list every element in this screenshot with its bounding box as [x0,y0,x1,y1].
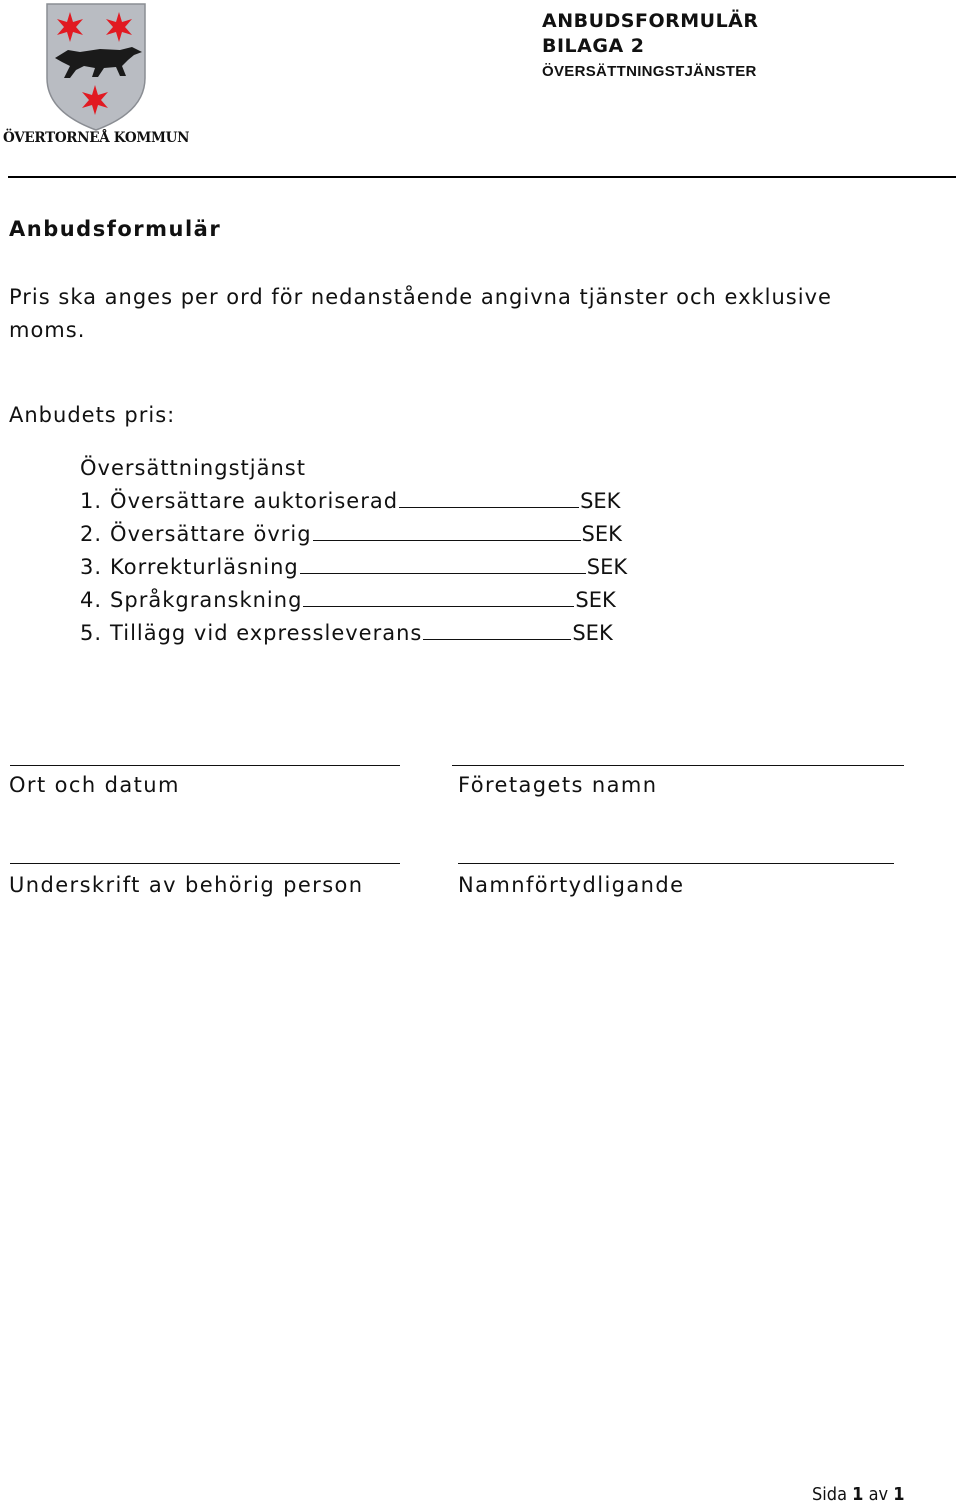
current-page: 1 [852,1484,864,1505]
price-field[interactable] [300,553,586,574]
municipality-logo [0,0,195,150]
price-field[interactable] [313,520,581,541]
signature-field[interactable] [10,863,400,864]
company-name-field[interactable] [452,765,904,766]
service-category: ÖVERSÄTTNINGSTJÄNSTER [542,63,757,80]
logo-text: ÖVERTORNEÅ KOMMUN [3,130,190,146]
item-label: Tillägg vid expressleverans [110,621,423,645]
item-number: 3. [80,555,103,579]
page-prefix: Sida [812,1484,847,1505]
price-label: Anbudets pris: [9,403,176,427]
currency: SEK [572,621,613,645]
currency: SEK [575,588,616,612]
item-number: 2. [80,522,103,546]
currency: SEK [580,489,621,513]
item-label: Översättare övrig [110,522,312,546]
item-number: 1. [80,489,103,513]
item-label: Korrekturläsning [110,555,299,579]
intro-text: Pris ska anges per ord för nedanstående angivna tjänster och exklusive moms. [9,285,832,342]
service-item [80,617,613,650]
page-of: av [868,1484,889,1505]
item-label: Språkgranskning [110,588,303,612]
place-date-field[interactable] [10,765,400,766]
price-field[interactable] [303,586,574,607]
item-label: Översättare auktoriserad [110,489,399,513]
coat-of-arms-icon [0,0,195,150]
service-heading: Översättningstjänst [80,456,306,480]
signature-label: Underskrift av behörig person [9,873,364,897]
name-clarification-label: Namnförtydligande [458,873,685,897]
place-date-label: Ort och datum [9,773,180,797]
service-item [80,584,616,617]
form-name: ANBUDSFORMULÄR [542,10,759,32]
service-item [80,485,620,518]
service-item [80,551,627,584]
total-pages: 1 [893,1484,905,1505]
price-field[interactable] [399,487,579,508]
page-title: Anbudsformulär [9,217,222,241]
price-field[interactable] [423,619,571,640]
currency: SEK [586,555,628,579]
page-number [812,1484,905,1505]
header-divider [8,176,956,178]
company-name-label: Företagets namn [458,773,658,797]
name-clarification-field[interactable] [458,863,894,864]
currency: SEK [581,522,622,546]
item-number: 4. [80,588,103,612]
service-item [80,518,622,551]
item-number: 5. [80,621,103,645]
attachment-label: BILAGA 2 [542,35,645,57]
